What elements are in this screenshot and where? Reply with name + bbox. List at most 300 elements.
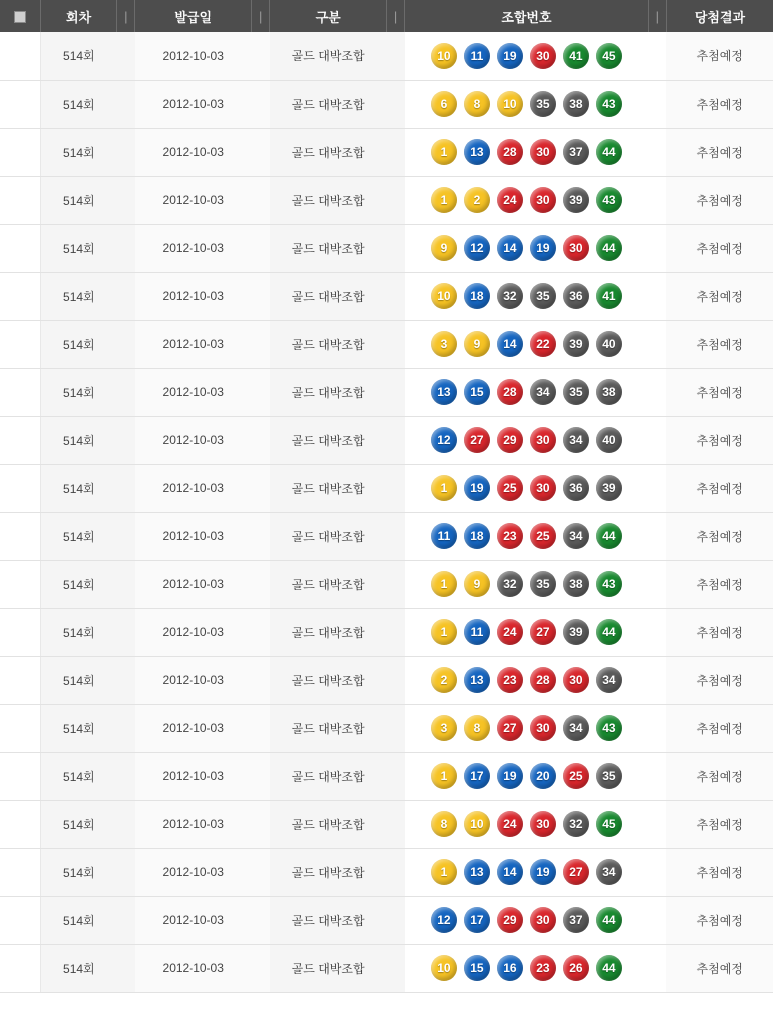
row-checkbox-cell[interactable] [0, 704, 41, 752]
lotto-ball: 2 [464, 187, 490, 213]
cell-spacer [386, 656, 404, 704]
cell-spacer [252, 656, 270, 704]
ball-group [411, 91, 642, 117]
cell-round: 514회 [41, 560, 117, 608]
lotto-ball: 18 [464, 523, 490, 549]
ball-group [411, 139, 642, 165]
lotto-ball: 3 [431, 331, 457, 357]
lotto-ball: 1 [431, 619, 457, 645]
cell-type: 골드 대박조합 [270, 896, 387, 944]
lotto-ball: 38 [596, 379, 622, 405]
lotto-ball: 25 [563, 763, 589, 789]
header-separator-3: | [386, 0, 404, 32]
cell-date: 2012-10-03 [135, 944, 252, 992]
lotto-ball: 30 [530, 43, 556, 69]
cell-date: 2012-10-03 [135, 224, 252, 272]
cell-spacer [252, 272, 270, 320]
row-checkbox-cell[interactable] [0, 32, 41, 80]
cell-date: 2012-10-03 [135, 512, 252, 560]
lotto-ball: 43 [596, 187, 622, 213]
cell-spacer [648, 896, 666, 944]
lotto-ball: 2 [431, 667, 457, 693]
ball-group [411, 235, 642, 261]
row-checkbox-cell[interactable] [0, 944, 41, 992]
row-checkbox-cell[interactable] [0, 896, 41, 944]
lotto-ball: 1 [431, 571, 457, 597]
cell-type: 골드 대박조합 [270, 368, 387, 416]
cell-spacer [117, 560, 135, 608]
cell-date: 2012-10-03 [135, 176, 252, 224]
cell-numbers [405, 752, 648, 800]
cell-spacer [648, 128, 666, 176]
column-header-round[interactable]: 회차 [41, 0, 117, 32]
cell-spacer [252, 224, 270, 272]
cell-spacer [252, 464, 270, 512]
cell-numbers [405, 416, 648, 464]
cell-spacer [117, 128, 135, 176]
lotto-ball: 12 [431, 427, 457, 453]
cell-numbers [405, 128, 648, 176]
cell-type: 골드 대박조합 [270, 704, 387, 752]
lotto-ball: 34 [596, 667, 622, 693]
lotto-ball: 11 [464, 43, 490, 69]
row-checkbox-cell[interactable] [0, 800, 41, 848]
table-row[interactable] [0, 176, 773, 224]
cell-result: 추첨예정 [666, 896, 773, 944]
cell-spacer [648, 32, 666, 80]
lotto-ball: 40 [596, 331, 622, 357]
cell-spacer [648, 368, 666, 416]
cell-spacer [386, 128, 404, 176]
cell-spacer [252, 368, 270, 416]
cell-spacer [117, 272, 135, 320]
cell-type: 골드 대박조합 [270, 320, 387, 368]
lotto-ball: 23 [497, 667, 523, 693]
cell-spacer [117, 752, 135, 800]
cell-type: 골드 대박조합 [270, 512, 387, 560]
lotto-ball: 24 [497, 811, 523, 837]
cell-result: 추첨예정 [666, 512, 773, 560]
cell-round: 514회 [41, 80, 117, 128]
ball-group [411, 43, 642, 69]
cell-spacer [117, 368, 135, 416]
ball-group [411, 571, 642, 597]
cell-round: 514회 [41, 944, 117, 992]
lotto-ball: 12 [464, 235, 490, 261]
lotto-ball: 19 [497, 763, 523, 789]
lotto-ball: 41 [596, 283, 622, 309]
lotto-ball: 38 [563, 571, 589, 597]
lotto-ball: 9 [431, 235, 457, 261]
header-separator-4: | [648, 0, 666, 32]
lotto-ball: 1 [431, 475, 457, 501]
lotto-ball: 29 [497, 907, 523, 933]
table-row[interactable] [0, 656, 773, 704]
cell-round: 514회 [41, 416, 117, 464]
header-separator-2: | [252, 0, 270, 32]
cell-type: 골드 대박조합 [270, 32, 387, 80]
cell-result: 추첨예정 [666, 368, 773, 416]
lotto-ball: 11 [464, 619, 490, 645]
lotto-ball: 1 [431, 187, 457, 213]
lotto-ball: 39 [563, 187, 589, 213]
table-row[interactable] [0, 416, 773, 464]
lotto-ball: 34 [563, 715, 589, 741]
lotto-ball: 38 [563, 91, 589, 117]
cell-type: 골드 대박조합 [270, 560, 387, 608]
table-row[interactable] [0, 944, 773, 992]
cell-result: 추첨예정 [666, 944, 773, 992]
lotto-ball: 44 [596, 907, 622, 933]
table-row[interactable] [0, 224, 773, 272]
cell-type: 골드 대박조합 [270, 464, 387, 512]
cell-type: 골드 대박조합 [270, 944, 387, 992]
table-row[interactable] [0, 800, 773, 848]
lotto-ball: 19 [530, 235, 556, 261]
cell-spacer [117, 176, 135, 224]
lotto-ball: 30 [530, 907, 556, 933]
ball-group [411, 379, 642, 405]
cell-spacer [648, 416, 666, 464]
lotto-ball: 17 [464, 907, 490, 933]
lotto-ball: 13 [464, 667, 490, 693]
column-header-type[interactable]: 구분 [270, 0, 387, 32]
cell-date: 2012-10-03 [135, 464, 252, 512]
lotto-ball: 23 [497, 523, 523, 549]
lotto-ball: 35 [530, 283, 556, 309]
cell-spacer [386, 704, 404, 752]
ball-group [411, 859, 642, 885]
lotto-ball: 30 [530, 187, 556, 213]
lotto-ball: 13 [431, 379, 457, 405]
table-header [0, 0, 773, 32]
row-checkbox-cell[interactable] [0, 368, 41, 416]
cell-spacer [252, 80, 270, 128]
cell-spacer [117, 896, 135, 944]
cell-numbers [405, 368, 648, 416]
cell-spacer [117, 608, 135, 656]
cell-spacer [117, 800, 135, 848]
checkbox-icon[interactable] [14, 11, 26, 23]
cell-spacer [117, 416, 135, 464]
cell-spacer [117, 80, 135, 128]
lotto-ball: 27 [464, 427, 490, 453]
lotto-ball: 32 [497, 283, 523, 309]
lotto-ball: 8 [431, 811, 457, 837]
cell-date: 2012-10-03 [135, 560, 252, 608]
lotto-ball: 44 [596, 139, 622, 165]
row-checkbox-cell[interactable] [0, 176, 41, 224]
row-checkbox-cell[interactable] [0, 656, 41, 704]
lotto-ball: 13 [464, 859, 490, 885]
cell-result: 추첨예정 [666, 32, 773, 80]
lotto-ball: 44 [596, 235, 622, 261]
lotto-ball: 22 [530, 331, 556, 357]
cell-round: 514회 [41, 848, 117, 896]
cell-type: 골드 대박조합 [270, 752, 387, 800]
table-row[interactable] [0, 32, 773, 80]
cell-date: 2012-10-03 [135, 368, 252, 416]
cell-date: 2012-10-03 [135, 656, 252, 704]
row-checkbox-cell[interactable] [0, 224, 41, 272]
cell-date: 2012-10-03 [135, 272, 252, 320]
lotto-ball: 35 [530, 571, 556, 597]
cell-result: 추첨예정 [666, 464, 773, 512]
cell-spacer [117, 704, 135, 752]
cell-date: 2012-10-03 [135, 896, 252, 944]
lotto-ball: 40 [596, 427, 622, 453]
cell-numbers [405, 800, 648, 848]
lotto-ball: 32 [497, 571, 523, 597]
ball-group [411, 763, 642, 789]
cell-spacer [252, 176, 270, 224]
cell-spacer [386, 368, 404, 416]
cell-spacer [386, 608, 404, 656]
cell-round: 514회 [41, 176, 117, 224]
cell-spacer [252, 896, 270, 944]
row-checkbox-cell[interactable] [0, 272, 41, 320]
cell-date: 2012-10-03 [135, 128, 252, 176]
lotto-ball: 19 [497, 43, 523, 69]
lotto-ball: 1 [431, 139, 457, 165]
lotto-ball: 15 [464, 955, 490, 981]
cell-spacer [648, 80, 666, 128]
cell-numbers [405, 176, 648, 224]
lotto-ball: 27 [530, 619, 556, 645]
lotto-ball: 39 [596, 475, 622, 501]
cell-spacer [252, 32, 270, 80]
lotto-ball: 10 [431, 43, 457, 69]
cell-type: 골드 대박조합 [270, 272, 387, 320]
cell-date: 2012-10-03 [135, 80, 252, 128]
lotto-ball: 28 [530, 667, 556, 693]
row-checkbox-cell[interactable] [0, 560, 41, 608]
lotto-ball: 37 [563, 139, 589, 165]
lotto-ball: 28 [497, 379, 523, 405]
cell-spacer [252, 848, 270, 896]
ball-group [411, 811, 642, 837]
lotto-ball: 1 [431, 763, 457, 789]
lotto-ball: 13 [464, 139, 490, 165]
lotto-ball: 36 [563, 475, 589, 501]
cell-spacer [648, 656, 666, 704]
cell-spacer [252, 608, 270, 656]
table-row[interactable] [0, 128, 773, 176]
row-checkbox-cell[interactable] [0, 464, 41, 512]
table-row[interactable] [0, 704, 773, 752]
lotto-ball: 20 [530, 763, 556, 789]
ball-group [411, 187, 642, 213]
ball-group [411, 427, 642, 453]
cell-spacer [386, 560, 404, 608]
cell-date: 2012-10-03 [135, 752, 252, 800]
table-row[interactable] [0, 560, 773, 608]
lotto-ball: 17 [464, 763, 490, 789]
cell-round: 514회 [41, 800, 117, 848]
cell-spacer [648, 944, 666, 992]
cell-numbers [405, 32, 648, 80]
row-checkbox-cell[interactable] [0, 608, 41, 656]
lotto-ball: 43 [596, 91, 622, 117]
header-row [0, 0, 773, 32]
header-separator-1: | [117, 0, 135, 32]
lotto-ball: 43 [596, 571, 622, 597]
row-checkbox-cell[interactable] [0, 848, 41, 896]
lotto-ball: 10 [464, 811, 490, 837]
row-checkbox-cell[interactable] [0, 80, 41, 128]
lotto-ball: 24 [497, 187, 523, 213]
lotto-ball: 30 [563, 667, 589, 693]
table-row[interactable] [0, 896, 773, 944]
lotto-ball: 41 [563, 43, 589, 69]
column-header-numbers[interactable]: 조합번호 [405, 0, 648, 32]
table-row[interactable] [0, 272, 773, 320]
row-checkbox-cell[interactable] [0, 128, 41, 176]
table-row[interactable] [0, 752, 773, 800]
lotto-ball: 27 [497, 715, 523, 741]
cell-result: 추첨예정 [666, 752, 773, 800]
cell-spacer [386, 32, 404, 80]
table-row[interactable] [0, 464, 773, 512]
table-row[interactable] [0, 368, 773, 416]
cell-date: 2012-10-03 [135, 416, 252, 464]
cell-spacer [386, 512, 404, 560]
cell-numbers [405, 224, 648, 272]
lotto-ball: 35 [530, 91, 556, 117]
ball-group [411, 475, 642, 501]
cell-result: 추첨예정 [666, 416, 773, 464]
lotto-ball: 34 [596, 859, 622, 885]
column-header-date[interactable]: 발급일 [135, 0, 252, 32]
cell-type: 골드 대박조합 [270, 128, 387, 176]
lotto-ball: 45 [596, 43, 622, 69]
cell-result: 추첨예정 [666, 704, 773, 752]
cell-date: 2012-10-03 [135, 704, 252, 752]
cell-spacer [648, 800, 666, 848]
cell-result: 추첨예정 [666, 128, 773, 176]
cell-numbers [405, 896, 648, 944]
cell-spacer [252, 512, 270, 560]
cell-numbers [405, 464, 648, 512]
cell-spacer [386, 848, 404, 896]
cell-spacer [117, 656, 135, 704]
cell-type: 골드 대박조합 [270, 800, 387, 848]
lotto-ball: 23 [530, 955, 556, 981]
ball-group [411, 523, 642, 549]
cell-numbers [405, 704, 648, 752]
cell-spacer [252, 800, 270, 848]
cell-result: 추첨예정 [666, 560, 773, 608]
cell-spacer [386, 224, 404, 272]
row-checkbox-cell[interactable] [0, 512, 41, 560]
cell-spacer [648, 848, 666, 896]
cell-spacer [252, 704, 270, 752]
cell-date: 2012-10-03 [135, 848, 252, 896]
row-checkbox-cell[interactable] [0, 320, 41, 368]
table-body [0, 32, 773, 992]
cell-date: 2012-10-03 [135, 320, 252, 368]
select-all-header[interactable] [0, 0, 41, 32]
cell-spacer [252, 560, 270, 608]
cell-spacer [648, 752, 666, 800]
table-row[interactable] [0, 848, 773, 896]
lotto-ball: 27 [563, 859, 589, 885]
lotto-ball: 14 [497, 235, 523, 261]
cell-type: 골드 대박조합 [270, 176, 387, 224]
table-row[interactable] [0, 80, 773, 128]
cell-round: 514회 [41, 464, 117, 512]
cell-spacer [648, 224, 666, 272]
table-row[interactable] [0, 320, 773, 368]
cell-spacer [252, 320, 270, 368]
cell-spacer [117, 320, 135, 368]
lotto-ball: 6 [431, 91, 457, 117]
cell-numbers [405, 608, 648, 656]
cell-type: 골드 대박조합 [270, 608, 387, 656]
cell-round: 514회 [41, 752, 117, 800]
lotto-ball: 30 [563, 235, 589, 261]
column-header-result[interactable]: 당첨결과 [666, 0, 773, 32]
cell-result: 추첨예정 [666, 320, 773, 368]
lotto-ball: 12 [431, 907, 457, 933]
lotto-ball: 30 [530, 427, 556, 453]
lotto-ball: 36 [563, 283, 589, 309]
ball-group [411, 331, 642, 357]
cell-spacer [386, 176, 404, 224]
cell-spacer [648, 272, 666, 320]
cell-type: 골드 대박조합 [270, 656, 387, 704]
cell-numbers [405, 320, 648, 368]
lotto-ball: 19 [530, 859, 556, 885]
cell-spacer [386, 320, 404, 368]
cell-type: 골드 대박조합 [270, 224, 387, 272]
lotto-ball: 44 [596, 955, 622, 981]
lotto-ball: 15 [464, 379, 490, 405]
cell-spacer [117, 848, 135, 896]
row-checkbox-cell[interactable] [0, 416, 41, 464]
cell-spacer [386, 752, 404, 800]
cell-numbers [405, 944, 648, 992]
lotto-ball: 8 [464, 715, 490, 741]
cell-result: 추첨예정 [666, 176, 773, 224]
row-checkbox-cell[interactable] [0, 752, 41, 800]
table-row[interactable] [0, 512, 773, 560]
cell-spacer [386, 896, 404, 944]
cell-numbers [405, 512, 648, 560]
cell-spacer [648, 464, 666, 512]
lotto-ball: 8 [464, 91, 490, 117]
cell-round: 514회 [41, 512, 117, 560]
cell-round: 514회 [41, 272, 117, 320]
lotto-ball: 25 [530, 523, 556, 549]
cell-spacer [252, 416, 270, 464]
lotto-ball: 32 [563, 811, 589, 837]
ball-group [411, 283, 642, 309]
cell-round: 514회 [41, 896, 117, 944]
cell-spacer [386, 80, 404, 128]
cell-spacer [386, 272, 404, 320]
cell-spacer [117, 464, 135, 512]
cell-round: 514회 [41, 224, 117, 272]
lotto-ball: 35 [563, 379, 589, 405]
cell-spacer [252, 944, 270, 992]
cell-spacer [648, 608, 666, 656]
lotto-ball: 26 [563, 955, 589, 981]
ball-group [411, 667, 642, 693]
cell-round: 514회 [41, 128, 117, 176]
table-row[interactable] [0, 608, 773, 656]
lotto-ball: 16 [497, 955, 523, 981]
